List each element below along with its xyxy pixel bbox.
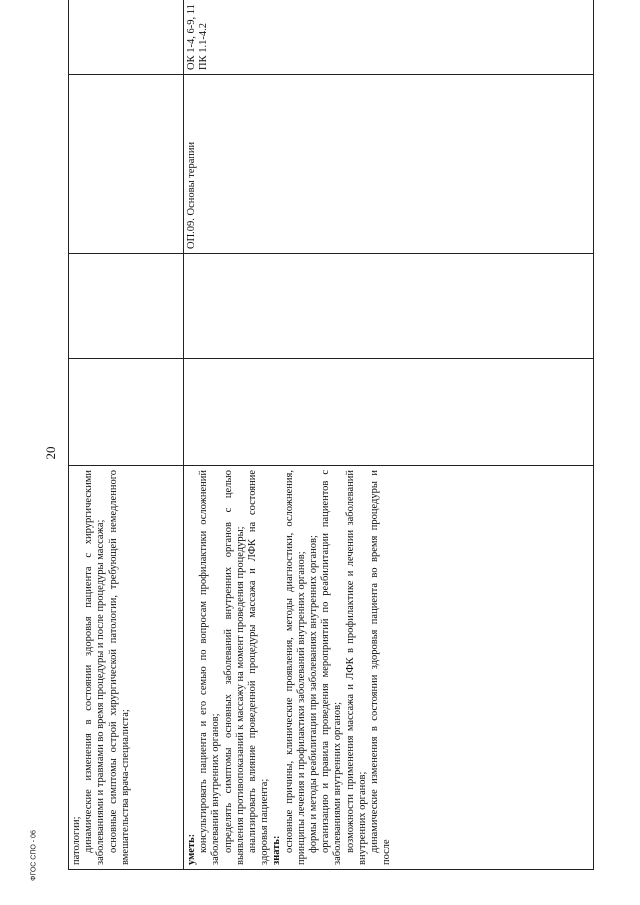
empty-cell xyxy=(69,0,184,75)
empty-cell xyxy=(69,359,184,466)
text-line: анализировать влияние проведенной процедуры массажа и ЛФК на состояние здоровья пациента; xyxy=(247,470,271,865)
umet-label: уметь: xyxy=(186,833,197,865)
table-row xyxy=(69,0,184,870)
competencies-cell: ОК 1-4, 6-9, 11 ПК 1.1-4.2 xyxy=(184,0,594,75)
page-number: 20 xyxy=(43,446,58,460)
discipline-cell: ОП.09. Основы терапии xyxy=(184,75,594,254)
znat-label: знать: xyxy=(271,835,283,865)
text-line: динамические изменения в состоянии здоровья пациента с хирургическими заболеваниями и травмами во время процедуры и после процедуры массажа; xyxy=(83,470,107,865)
footer-code: ФГОС СПО - 06 xyxy=(30,830,38,881)
empty-cell xyxy=(69,75,184,254)
text-line: формы и методы реабилитации при заболеваниях внутренних органов; xyxy=(308,535,320,853)
text-line: консультировать пациента и его семью по вопросам профилактики осложнений заболеваний внутренних органов; xyxy=(198,470,222,865)
text-line: определять симптомы основных заболеваний внутренних органов с целью выявления противопоказаний к массажу на момент проведения процедуры; xyxy=(222,470,246,865)
text-line: организацию и правила проведения мероприятий по реабилитации пациентов с заболеваниями внутренних органов; xyxy=(320,470,344,865)
competency-text-cell xyxy=(69,466,184,870)
table-row xyxy=(184,0,594,870)
empty-cell xyxy=(184,254,594,359)
competency-text-cell xyxy=(184,466,594,870)
text-line: патологии; xyxy=(71,816,82,865)
text-line: динамические изменения в состоянии здоровья пациента во время процедуры и после xyxy=(369,470,393,865)
curriculum-table xyxy=(68,0,594,870)
text-line: возможности применения массажа и ЛФК в профилактике и лечении заболеваний внутренних органов; xyxy=(344,470,368,865)
curriculum-table-rotated xyxy=(68,4,590,870)
text-line: основные симптомы острой хирургической патологии, требующей немедленного вмешательства врача-специалиста; xyxy=(107,470,131,865)
empty-cell xyxy=(184,359,594,466)
text-line: основные причины, клинические проявления, методы диагностики, осложнения, принципы лечения и профилактики заболеваний внутренних органов; xyxy=(283,470,307,865)
empty-cell xyxy=(69,254,184,359)
